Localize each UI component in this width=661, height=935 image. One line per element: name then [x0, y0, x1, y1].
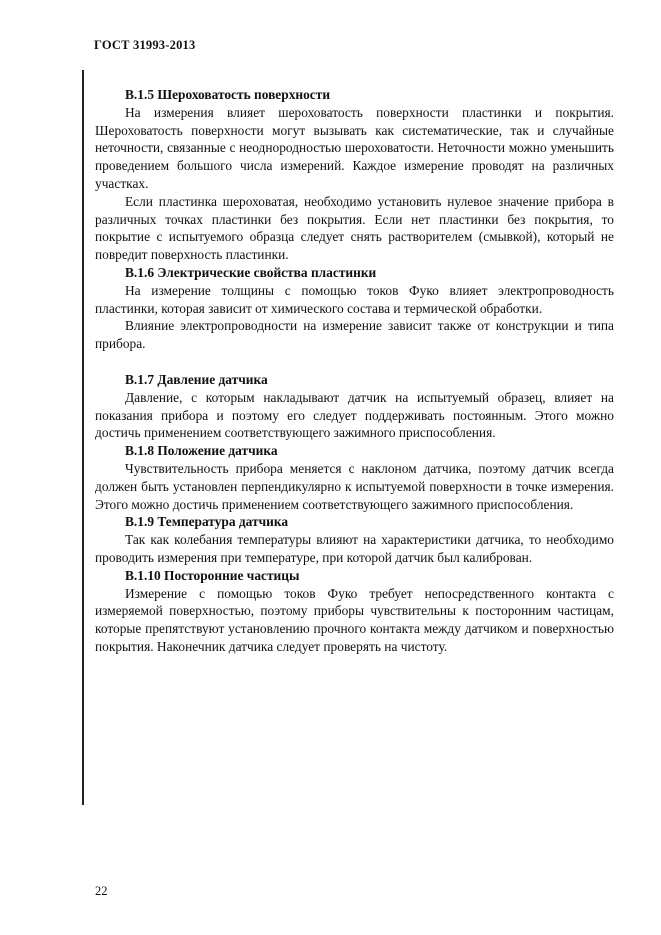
change-bar [82, 70, 84, 805]
document-body [95, 86, 614, 656]
paragraph: Давление, с которым накладывают датчик на испытуемый образец, влияет на показания прибора и поэтому его следует поддерживать постоянным. Этого можно достичь применением соответствующего зажимного приспособления. [95, 389, 614, 441]
section-title-b15: В.1.5 Шероховатость поверхности [125, 87, 331, 102]
page-number: 22 [95, 884, 108, 898]
paragraph: Влияние электропроводности на измерение зависит также от конструкции и типа прибора. [95, 318, 614, 352]
paragraph: Чувствительность прибора меняется с наклоном датчика, поэтому датчик всегда должен быть установлен перпендикулярно к испытуемой поверхности в точке измерения. Этого можно достичь применением соответствующего зажимного приспособления. [95, 460, 614, 512]
section-title-b110: В.1.10 Посторонние частицы [125, 567, 300, 583]
section-title-b18: В.1.8 Положение датчика [125, 443, 278, 459]
section-title-b19: В.1.9 Температура датчика [125, 514, 289, 530]
paragraph: Если пластинка шероховатая, необходимо установить нулевое значение прибора в различных точках пластинки без покрытия. Если нет пластинки без покрытия, то покрытие с испытуемого образца следует снять растворителем (смывкой), который не повредит поверхность пластинки. [95, 193, 614, 263]
paragraph: Так как колебания температуры влияют на характеристики датчика, то необходимо проводить измерения при температуре, при которой датчик был калиброван. [95, 532, 614, 565]
standard-header: ГОСТ 31993-2013 [94, 38, 196, 52]
section-title-b16: В.1.6 Электрические свойства пластинки [125, 264, 377, 280]
paragraph: На измерения влияет шероховатость поверхности пластинки и покрытия. Шероховатость поверхности могут вызывать как систематические, так и случайные неточности, связанные с неоднородностью шероховатости. Неточности можно уменьшить проведением большого числа измерений. Каждое измерение проводят на различных участках. [95, 104, 614, 191]
paragraph: На измерение толщины с помощью токов Фуко влияет электропроводность пластинки, которая зависит от химического состава и термической обработки. [95, 282, 614, 316]
blank-line [95, 353, 614, 371]
section-title-b17: В.1.7 Давление датчика [125, 371, 268, 387]
paragraph: Измерение с помощью токов Фуко требует непосредственного контакта с измеряемой поверхностью, поэтому приборы чувствительны к посторонним частицам, которые препятствуют установлению прочного контакта между датчиком и поверхностью покрытия. Наконечник датчика следует проверять на чистоту. [95, 585, 614, 654]
